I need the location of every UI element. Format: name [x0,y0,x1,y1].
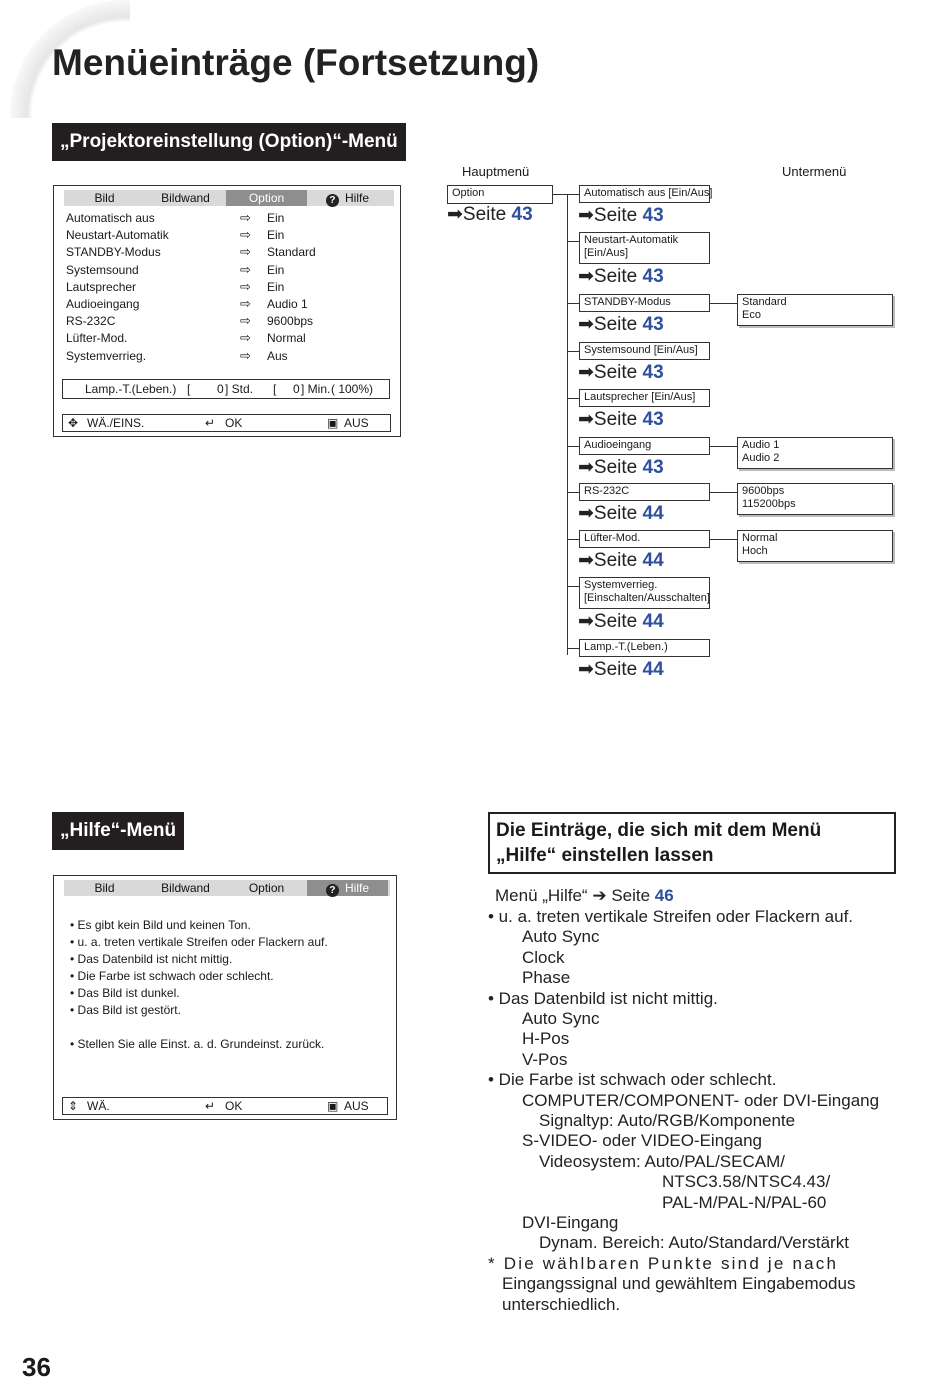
tree-item-label: Lamp.-T.(Leben.) [584,641,668,653]
osd-row-value[interactable]: Ein [267,211,285,225]
tab-option[interactable]: Option [248,881,285,895]
tree-branch-line [567,398,579,399]
tree-item-label: STANDBY-Modus [584,296,671,308]
menu-icon: ▣ [327,416,339,430]
help-topic-item[interactable]: • Es gibt kein Bild und keinen Ton. [70,918,251,932]
osd-row-label[interactable]: STANDBY-Modus [66,245,161,260]
seite-page-number: 43 [642,362,664,383]
tree-item-seite [578,610,664,633]
tree-item-box [579,185,713,203]
tree-item-label: Lüfter-Mod. [584,532,641,544]
osd-footer [62,414,391,432]
tree-main-connector [553,194,567,195]
seite-page-number: 44 [642,659,664,680]
enter-icon: ↵ [205,416,216,430]
help-topic-label: Das Datenbild ist nicht mittig. [77,952,233,966]
ref-seite: Seite [611,886,651,905]
osd-row-value[interactable]: Normal [267,331,306,346]
right-arrow-icon: ➡ [447,204,463,225]
info-line: Eingangssignal und gewähltem Eingabemodus [502,1274,856,1294]
ref-page-number: 46 [654,886,674,905]
osd-row-value[interactable]: Ein [267,228,285,243]
info-heading-line1: Die Einträge, die sich mit dem Menü [496,820,822,841]
osd-row-value[interactable]: Ein [267,262,285,277]
tree-branch-line [567,648,579,649]
info-line: S-VIDEO- oder VIDEO-Eingang [522,1131,762,1151]
tree-item-box [579,530,710,548]
right-arrow-icon: ➡ [578,205,594,226]
tree-sub-header: Untermenü [782,164,847,179]
tree-item-label: Systemverrieg. [584,579,658,591]
reset-item[interactable]: • Stellen Sie alle Einst. a. d. Grundeinst. zurück. [70,1037,325,1051]
lamp-minutes: 0 [293,382,300,396]
tab-bildwand[interactable]: Bildwand [161,881,210,895]
seite-page-number: 43 [642,266,664,287]
seite-label: Seite [593,205,638,226]
seite-label: Seite [593,266,638,287]
enter-icon: ↵ [205,1099,216,1113]
osd-row-value[interactable]: Audio 1 [267,297,308,311]
tree-sub-connector [710,492,737,493]
tree-main-option-box: Option [447,185,553,204]
tree-submenu-option: Normal [742,532,778,544]
menu-icon: ▣ [327,1099,339,1113]
tree-item-label: Automatisch aus [Ein/Aus] [584,187,713,199]
info-heading-box [488,812,896,874]
info-line: • Das Datenbild ist nicht mittig. [488,988,718,1008]
tree-item-seite [578,204,664,227]
help-topic-label: u. a. treten vertikale Streifen oder Flackern auf. [77,935,328,949]
lamp-close2: ] Min. [301,382,331,396]
right-arrow-icon: ➔ [592,886,607,905]
value-arrow-icon: ⇨ [240,261,251,277]
tree-main-seite [447,203,533,226]
tree-sub-connector [710,539,737,540]
tree-item-seite [578,361,664,384]
osd-row-value[interactable]: Aus [267,348,288,363]
right-arrow-icon: ➡ [578,362,594,383]
tree-item-seite [578,408,664,431]
right-arrow-icon: ➡ [578,659,594,680]
info-line: • Die Farbe ist schwach oder schlecht. [488,1070,777,1090]
info-line: DVI-Eingang [522,1213,619,1232]
reset-item-label: Stellen Sie alle Einst. a. d. Grundeinst. zurück. [77,1037,325,1051]
info-line: Videosystem: Auto/PAL/SECAM/ [539,1151,785,1171]
value-arrow-icon: ⇨ [240,330,251,346]
tree-item-label2: [Ein/Aus] [584,247,629,259]
tree-item-label: Lautsprecher [Ein/Aus] [584,391,696,403]
lamp-label: Lamp.-T.(Leben.) [85,382,177,396]
value-arrow-icon: ⇨ [240,347,251,363]
seite-page-number: 44 [642,550,664,571]
tree-item-box [579,437,710,455]
tree-item-box [579,639,710,657]
tree-item-seite [578,658,664,681]
right-arrow-icon: ➡ [578,266,594,287]
info-line: Phase [522,968,571,988]
info-line: Auto Sync [522,927,600,947]
tree-submenu-option: Audio 1 [742,439,780,451]
tab-bild[interactable]: Bild [94,881,115,895]
tree-branch-line [567,303,579,304]
tree-branch-line [567,492,579,493]
osd-row-label[interactable]: Lautsprecher [66,279,137,294]
help-icon: ? [326,884,339,897]
tree-branch-line [567,446,579,447]
osd-row-label[interactable]: RS-232C [66,314,116,329]
help-topic-item[interactable]: • Das Datenbild ist nicht mittig. [70,952,233,966]
tree-submenu-option: Standard [742,296,787,308]
footer-ok-label: OK [225,416,243,430]
tree-branch-line [567,194,579,195]
page-title: Menüeinträge (Fortsetzung) [52,42,540,83]
seite-label: Seite [593,503,638,524]
tree-submenu-box [737,294,893,326]
tab-hilfe-label: Hilfe [344,881,369,895]
tab-hilfe-label: Hilfe [344,191,369,205]
help-topic-item[interactable]: • Das Bild ist gestört. [70,1003,181,1017]
seite-page-number: 44 [642,611,664,632]
tree-item-seite [578,549,664,572]
footer-exit-label: AUS [344,1099,369,1113]
info-line: COMPUTER/COMPONENT- oder DVI-Eingang [522,1090,880,1110]
info-line: H-Pos [522,1029,570,1049]
value-arrow-icon: ⇨ [240,313,251,329]
seite-label: Seite [593,457,638,478]
seite-page-number: 43 [642,409,664,430]
hilfe-menu-heading: „Hilfe“-Menü [52,812,184,850]
lamp-open2: [ [273,382,277,396]
tree-item-box [579,232,710,264]
info-line: Signaltyp: Auto/RGB/Komponente [539,1111,796,1130]
lamp-percent: ( 100%) [331,382,374,396]
info-line: NTSC3.58/NTSC4.43/ [662,1172,831,1192]
tree-submenu-option: 9600bps [742,485,785,497]
lamp-open1: [ [187,382,191,396]
move-arrows-icon: ✥ [68,416,79,430]
tree-item-label: Audioeingang [584,439,652,451]
seite-page-number: 43 [511,204,533,225]
seite-page-number: 43 [642,314,664,335]
tree-branch-line [567,539,579,540]
osd-row-label[interactable]: Lüfter-Mod. [66,331,128,346]
tab-hilfe[interactable] [307,880,388,896]
info-reference [495,886,674,906]
tree-branch-line [567,351,579,352]
seite-label: Seite [593,659,638,680]
tree-item-seite [578,265,664,288]
help-topic-label: Die Farbe ist schwach oder schlecht. [77,969,274,983]
footer-nav-label: WÄ./EINS. [87,416,145,430]
tree-branch-line [567,586,579,587]
value-arrow-icon: ⇨ [240,244,251,260]
seite-page-number: 43 [642,205,664,226]
right-arrow-icon: ➡ [578,503,594,524]
up-down-icon: ⇕ [68,1099,79,1113]
tree-item-seite [578,502,664,525]
help-icon: ? [326,194,339,207]
footer-nav-label: WÄ. [87,1099,110,1113]
seite-label: Seite [593,550,638,571]
value-arrow-icon: ⇨ [240,210,251,225]
help-topic-label: Es gibt kein Bild und keinen Ton. [77,918,251,932]
seite-page-number: 44 [642,503,664,524]
osd-tabbar [64,880,390,896]
tree-submenu-option: 115200bps [742,498,796,510]
right-arrow-icon: ➡ [578,457,594,478]
option-osd-panel [53,185,401,437]
help-topic-item[interactable]: • Das Bild ist dunkel. [70,986,180,1000]
seite-label: Seite [593,362,638,383]
seite-page-number: 43 [642,457,664,478]
info-line: Clock [522,947,565,967]
lamp-close1: ] Std. [225,382,254,396]
tree-item-seite [578,456,664,479]
footer-ok-label: OK [225,1099,243,1113]
tab-bildwand[interactable]: Bildwand [161,191,210,205]
osd-row-label[interactable]: Automatisch aus [66,211,155,225]
info-line: PAL-M/PAL-N/PAL-60 [662,1192,827,1212]
tree-item-box [579,294,710,312]
osd-footer [62,1097,388,1115]
tab-hilfe[interactable] [307,190,388,206]
tree-item-label2: [Einschalten/Ausschalten] [584,592,710,604]
tree-submenu-box [737,483,893,515]
tree-branch-line [567,241,579,242]
tree-item-seite [578,313,664,336]
tree-submenu-option: Hoch [742,545,768,557]
value-arrow-icon: ⇨ [240,296,251,311]
info-line: Auto Sync [522,1009,600,1028]
value-arrow-icon: ⇨ [240,227,251,243]
help-topic-label: Das Bild ist dunkel. [77,986,180,1000]
tree-item-box [579,577,710,609]
tab-option[interactable]: Option [226,190,307,206]
tree-item-label: Systemsound [Ein/Aus] [584,344,698,356]
right-arrow-icon: ➡ [578,314,594,335]
seite-label: Seite [593,611,638,632]
info-line: unterschiedlich. [502,1294,621,1314]
osd-row-label[interactable]: Systemsound [66,262,139,277]
tree-item-box [579,342,710,360]
info-line: * Die wählbaren Punkte sind je nach [488,1253,839,1273]
hilfe-osd-panel [53,875,397,1120]
right-arrow-icon: ➡ [578,409,594,430]
seite-label: Seite [593,409,638,430]
ref-prefix: Menü „Hilfe“ [495,886,588,905]
tree-item-label: Neustart-Automatik [584,234,679,246]
tree-submenu-box [737,437,893,469]
info-line: Dynam. Bereich: Auto/Standard/Verstärkt [539,1233,849,1253]
page-number: 36 [22,1352,51,1382]
seite-label: Seite [593,314,638,335]
help-topic-item[interactable]: • u. a. treten vertikale Streifen oder Flackern auf. [70,935,328,949]
osd-row-label[interactable]: Neustart-Automatik [66,228,169,243]
footer-exit-label: AUS [344,416,369,430]
tree-item-label: RS-232C [584,485,630,497]
help-topic-item[interactable]: • Die Farbe ist schwach oder schlecht. [70,969,274,983]
tree-submenu-option: Audio 2 [742,452,780,464]
right-arrow-icon: ➡ [578,611,594,632]
info-line: • u. a. treten vertikale Streifen oder Flackern auf. [488,907,854,926]
tree-sub-connector [710,446,737,447]
tree-submenu-box [737,530,893,562]
tree-submenu-option: Eco [742,309,761,321]
option-menu-heading: „Projektoreinstellung (Option)“-Menü [52,123,406,161]
osd-row-value[interactable]: Standard [267,245,316,260]
lamp-timer-row [62,379,390,399]
osd-row-label[interactable]: Systemverrieg. [66,348,147,363]
seite-label: Seite [462,204,507,225]
lamp-hours: 0 [217,382,224,396]
tree-sub-connector [710,303,737,304]
info-heading-line2: „Hilfe“ einstellen lassen [496,845,714,866]
tree-item-box [579,389,710,407]
info-line: V-Pos [522,1049,568,1069]
osd-tabbar [64,190,394,206]
tree-main-header: Hauptmenü [462,164,530,179]
tab-bild[interactable]: Bild [94,191,115,205]
value-arrow-icon: ⇨ [240,278,251,294]
osd-row-label[interactable]: Audioeingang [66,297,140,311]
tree-item-box [579,483,710,501]
osd-row-value[interactable]: Ein [267,279,285,294]
help-topic-label: Das Bild ist gestört. [77,1003,181,1017]
osd-row-value[interactable]: 9600bps [267,314,314,329]
right-arrow-icon: ➡ [578,550,594,571]
